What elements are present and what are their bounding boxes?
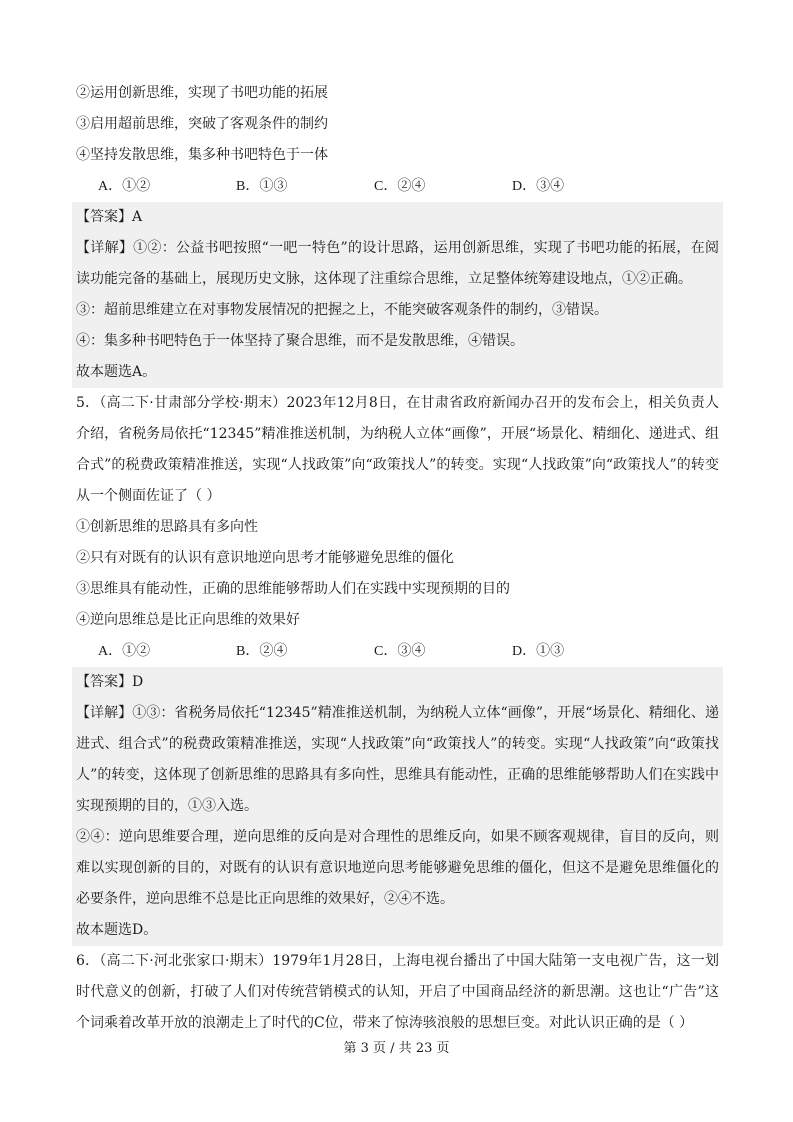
- q6-stem: 6．（高二下·河北张家口·期末）1979年1月28日，上海电视台播出了中国大陆第一支电视广告，这一划时代意义的创新，打破了人们对传统营销模式的认知，开启了中国商品经济的新思潮。这也让“广告”这个词乘着改革开放的浪潮走上了时代的C位，带来了惊涛骇浪般的思想巨变。对此认识正确的是（ ）: [76, 953, 719, 1031]
- page-footer: 第 3 页 / 共 23 页: [343, 1041, 450, 1056]
- q5-item: ④逆向思维总是比正向思维的效果好: [76, 612, 300, 628]
- q4-option-b: B．①③: [236, 179, 288, 194]
- q4-explain: ③：超前思维建立在对事物发展情况的把握之上，不能突破客观条件的制约，③错误。: [76, 302, 608, 318]
- q4-conclusion: 故本题选A。: [76, 364, 157, 380]
- q4-item: ②运用创新思维，实现了书吧功能的拓展: [76, 85, 328, 101]
- q4-option-c: C．②④: [374, 179, 426, 194]
- q5-item: ③思维具有能动性，正确的思维能够帮助人们在实践中实现预期的目的: [76, 581, 510, 597]
- q5-explain: ②④：逆向思维要合理，逆向思维的反向是对合理性的思维反向，如果不顾客观规律，盲目的反向，则难以实现创新的目的，对既有的认识有意识地逆向思考能够避免思维的僵化，但这不是避免思维僵化的必要条件，逆向思维不总是比正向思维的效果好，②④不选。: [76, 829, 719, 907]
- q5-option-a: A．①②: [98, 644, 151, 659]
- q4-answer: 【答案】A: [76, 209, 143, 225]
- q5-option-d: D．①③: [512, 644, 565, 659]
- q4-item: ③启用超前思维，突破了客观条件的制约: [76, 116, 328, 132]
- q5-answer-block: [72, 667, 723, 946]
- q5-item: ②只有对既有的认识有意识地逆向思考才能够避免思维的僵化: [76, 550, 454, 566]
- q5-explain: 【详解】①③：省税务局依托“12345”精准推送机制，为纳税人立体“画像”，开展“场景化、精细化、递进式、组合式”的税费政策精准推送，实现“人找政策”向“政策找人”的转变。实现“人找政策”向“政策找人”的转变，这体现了创新思维的思路具有多向性，思维具有能动性，正确的思维能够帮助人们在实践中实现预期的目的，①③入选。: [76, 705, 719, 814]
- q4-explain: 【详解】①②：公益书吧按照“一吧一特色”的设计思路，运用创新思维，实现了书吧功能的拓展，在阅读功能完备的基础上，展现历史文脉，这体现了注重综合思维，立足整体统筹建设地点，①②正确。: [76, 240, 719, 287]
- q4-option-d: D．③④: [512, 179, 565, 194]
- q5-stem: 5．（高二下·甘肃部分学校·期末）2023年12月8日，在甘肃省政府新闻办召开的发布会上，相关负责人介绍，省税务局依托“12345”精准推送机制，为纳税人立体“画像”，开展“场景化、精细化、递进式、组合式”的税费政策精准推送，实现“人找政策”向“政策找人”的转变。实现“人找政策”向“政策找人”的转变从一个侧面佐证了（ ）: [76, 395, 719, 504]
- q5-answer: 【答案】D: [76, 674, 144, 690]
- q4-answer-block: [72, 202, 723, 388]
- page-content: [76, 78, 719, 1039]
- q4-explain: ④：集多种书吧特色于一体坚持了聚合思维，而不是发散思维，④错误。: [76, 333, 524, 349]
- q5-conclusion: 故本题选D。: [76, 922, 158, 938]
- q4-item: ④坚持发散思维，集多种书吧特色于一体: [76, 147, 328, 163]
- q4-option-a: A．①②: [98, 179, 151, 194]
- q5-option-b: B．②④: [236, 644, 288, 659]
- q5-option-c: C．③④: [374, 644, 426, 659]
- q5-options: [76, 636, 719, 667]
- q4-options: [76, 171, 719, 202]
- q5-item: ①创新思维的思路具有多向性: [76, 519, 258, 535]
